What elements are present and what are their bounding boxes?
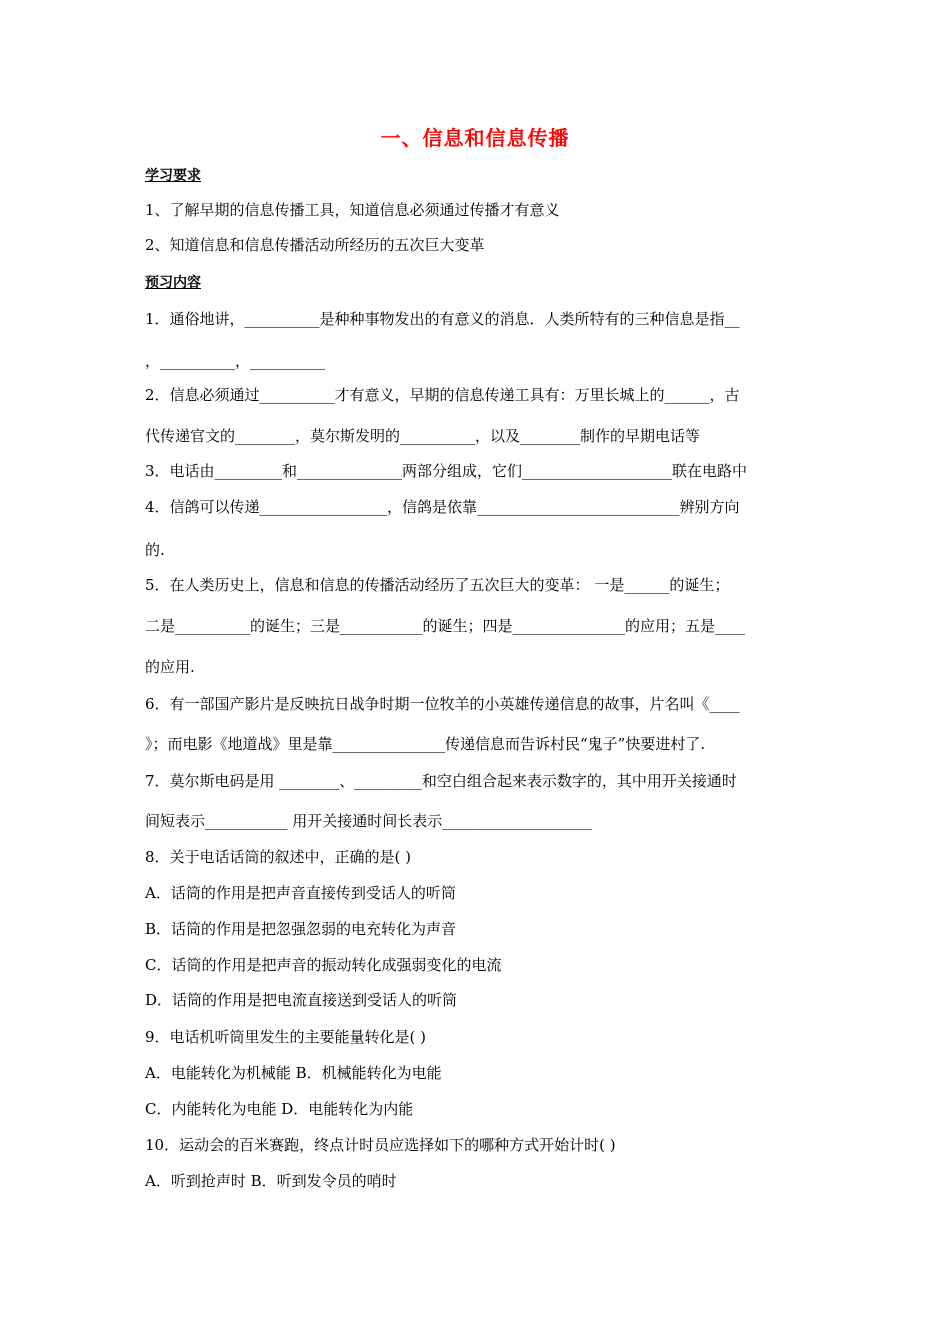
option-line: B．话筒的作用是把忽强忽弱的电充转化为声音 — [145, 920, 457, 938]
question-line: ，__________，__________ — [145, 352, 326, 370]
question-line: 4．信鸽可以传递_________________，信鸽是依靠___________________________辨别方向 — [145, 498, 740, 516]
option-line: A．听到抢声时 B．听到发令员的哨时 — [145, 1172, 397, 1190]
question-line: 》；而电影《地道战》里是靠_______________传递信息而告诉村民“鬼子”快要进村了. — [145, 735, 706, 753]
option-line: C．话筒的作用是把声音的振动转化成强弱变化的电流 — [145, 956, 502, 974]
requirement-2: 2、知道信息和信息传播活动所经历的五次巨大变革 — [145, 236, 485, 254]
question-line: 的应用. — [145, 658, 195, 676]
question-line: 7．莫尔斯电码是用 ________、_________和空白组合起来表示数字的，其中用开关接通时 — [145, 772, 737, 790]
question-line: 6．有一部国产影片是反映抗日战争时期一位牧羊的小英雄传递信息的故事，片名叫《____ — [145, 695, 740, 713]
section-heading-preview: 预习内容 — [145, 275, 201, 291]
question-line: 间短表示___________ 用开关接通时间长表示____________________ — [145, 812, 593, 830]
question-line: 2．信息必须通过__________才有意义，早期的信息传递工具有：万里长城上的______，古 — [145, 386, 740, 404]
question-line: 3．电话由_________和______________两部分组成，它们____________________联在电路中 — [145, 462, 748, 480]
document-title: 一、信息和信息传播 — [380, 126, 570, 150]
question-line: 9．电话机听筒里发生的主要能量转化是( ) — [145, 1028, 427, 1046]
option-line: D．话筒的作用是把电流直接送到受话人的听筒 — [145, 991, 458, 1009]
option-line: C．内能转化为电能 D．电能转化为内能 — [145, 1100, 414, 1118]
requirement-1: 1、了解早期的信息传播工具，知道信息必须通过传播才有意义 — [145, 201, 560, 219]
question-line: 10．运动会的百米赛跑，终点计时员应选择如下的哪种方式开始计时( ) — [145, 1136, 616, 1154]
option-line: A．话筒的作用是把声音直接传到受话人的听筒 — [145, 884, 456, 902]
section-heading-requirements: 学习要求 — [145, 168, 201, 184]
option-line: A．电能转化为机械能 B．机械能转化为电能 — [145, 1064, 442, 1082]
question-line: 二是__________的诞生；三是___________的诞生；四是_______________的应用；五是____ — [145, 617, 746, 635]
question-line: 1．通俗地讲，__________是种种事物发出的有意义的消息．人类所特有的三种信息是指__ — [145, 310, 740, 328]
question-line: 的. — [145, 541, 165, 559]
question-line: 代传递官文的________，莫尔斯发明的__________，以及________制作的早期电话等 — [145, 427, 701, 445]
question-line: 8．关于电话话筒的叙述中，正确的是( ) — [145, 848, 412, 866]
question-line: 5．在人类历史上，信息和信息的传播活动经历了五次巨大的变革： 一是______的诞生； — [145, 576, 730, 594]
